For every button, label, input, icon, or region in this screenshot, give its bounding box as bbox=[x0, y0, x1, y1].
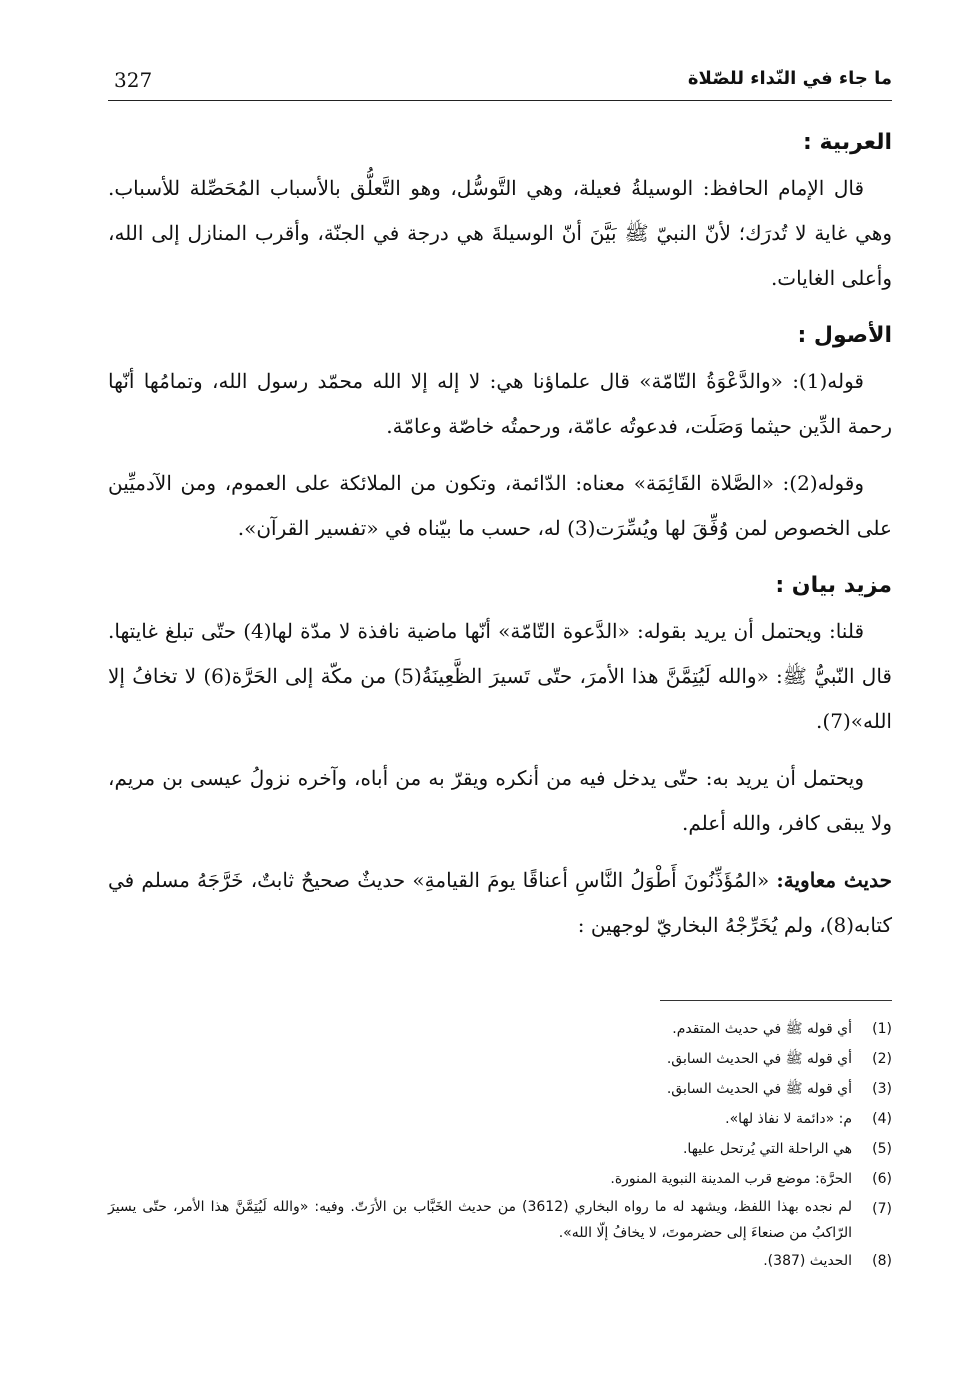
section-heading-usul: الأصول : bbox=[797, 323, 892, 348]
main-text bbox=[108, 120, 892, 956]
footnote-6 bbox=[108, 1164, 892, 1194]
footnote-text: الحديث (387). bbox=[763, 1253, 852, 1269]
footnote-number: (7) bbox=[872, 1201, 892, 1217]
footnote-text: لم نجده بهذا اللفظ، ويشهد له ما رواه البخاري (3612) من حديث الخَبَّاب بن الأرَتّ. وفيه: «والله لَيُتِمَّنَّ هذا الأمر، حتّى يسيرَ الرّاكبُ من صنعاءَ إلى حضرموتَ، لا يخافُ إلّا الله». bbox=[108, 1199, 852, 1241]
footnote-text: الحرَّة: موضع قرب المدينة النبوية المنورة. bbox=[610, 1171, 852, 1187]
footnote-4 bbox=[108, 1104, 892, 1134]
footnote-number: (5) bbox=[872, 1141, 892, 1157]
footnote-text: أي قوله ﷺ في الحديث السابق. bbox=[666, 1051, 852, 1067]
footnote-text: هي الراحلة التي يُرتحل عليها. bbox=[682, 1141, 852, 1157]
paragraph-dawa-tamma: قوله(1): «والدَّعْوَةُ التّامّة» قال علماؤنا هي: لا إله إلا الله محمّد رسول الله، وتمامُها أنّها رحمة الدِّين حيثما وَصَلَت، فدعوتُه عامّة، ورحمتُه خاصّة وعامّة. bbox=[108, 369, 892, 438]
footnote-7 bbox=[108, 1194, 892, 1246]
footnote-number: (4) bbox=[872, 1111, 892, 1127]
footnote-number: (1) bbox=[872, 1021, 892, 1037]
footnote-number: (3) bbox=[872, 1081, 892, 1097]
footnote-divider bbox=[660, 1000, 892, 1001]
paragraph-qulna: قلنا: ويحتمل أن يريد بقوله: «الدَّعوة التّامّة» أنّها ماضية نافذة لا مدّة لها(4) حتّى تبلغ غايتها. قال النّبيُّ ﷺ: «والله لَيُتِمَّنَّ هذا الأمرَ، حتّى تَسيرَ الظَّعِينَةُ(5) من مكّة إلى الحَرَّة(6) لا تخافُ إلا الله»(7). bbox=[108, 619, 892, 733]
page-number: 327 bbox=[114, 68, 153, 92]
running-title: ما جاء في النّداء للصّلاة bbox=[687, 68, 892, 89]
footnote-number: (8) bbox=[872, 1253, 892, 1269]
footnote-2 bbox=[108, 1044, 892, 1074]
paragraph-hadith-muawiya bbox=[108, 858, 892, 948]
paragraph-wasila: قال الإمام الحافظ: الوسيلةُ فعيلة، وهي التَّوسُّل، وهو التَّعلُّق بالأسباب المُحَصِّلة للأسباب. وهي غاية لا تُدرَك؛ لأنّ النبيّ ﷺ بَيَّنَ أنّ الوسيلةَ هي درجة في الجنّة، وأقرب المنازل إلى الله، وأعلى الغايات. bbox=[108, 176, 892, 290]
footnote-text: أي قوله ﷺ في الحديث السابق. bbox=[666, 1081, 852, 1097]
footnote-text: م: «دائمة لا نفاذ لها». bbox=[725, 1111, 852, 1127]
footnote-number: (2) bbox=[872, 1051, 892, 1067]
hadith-muawiya-text: «المُؤَذِّنُونَ أَطْوَلُ النَّاسِ أعناقًا يومَ القيامةِ» حديثٌ صحيحٌ ثابتٌ، خَرَّجَهُ مسلم في كتابه(8)، ولم يُخَرِّجْهُ البخاريّ لوجهين : bbox=[108, 868, 892, 937]
footnote-8 bbox=[108, 1246, 892, 1276]
paragraph-yahtamil: ويحتمل أن يريد به: حتّى يدخل فيه من أنكره ويقرّ به من أباه، وآخره نزولُ عيسى بن مريم، ولا يبقى كافر، والله أعلم. bbox=[108, 766, 892, 835]
footnote-1 bbox=[108, 1014, 892, 1044]
hadith-muawiya-lead: حديث معاوية: bbox=[776, 868, 892, 892]
footnote-text: أي قوله ﷺ في حديث المتقدم. bbox=[672, 1021, 852, 1037]
section-heading-arabiyya: العربية : bbox=[803, 130, 892, 155]
footnote-3 bbox=[108, 1074, 892, 1104]
page-header bbox=[108, 66, 892, 101]
footnote-number: (6) bbox=[872, 1171, 892, 1187]
section-heading-mazid-bayan: مزيد بيان : bbox=[775, 573, 892, 598]
paragraph-salat-qaima: وقوله(2): «الصَّلاة القَائِمَة» معناه: الدّائمة، وتكون من الملائكة على العموم، ومن الآدميِّين على الخصوص لمن وُفِّقَ لها ويُسِّرَت(3) له، حسب ما بيّناه في «تفسير القرآن». bbox=[108, 471, 892, 540]
footnote-5 bbox=[108, 1134, 892, 1164]
footnotes bbox=[108, 1014, 892, 1276]
